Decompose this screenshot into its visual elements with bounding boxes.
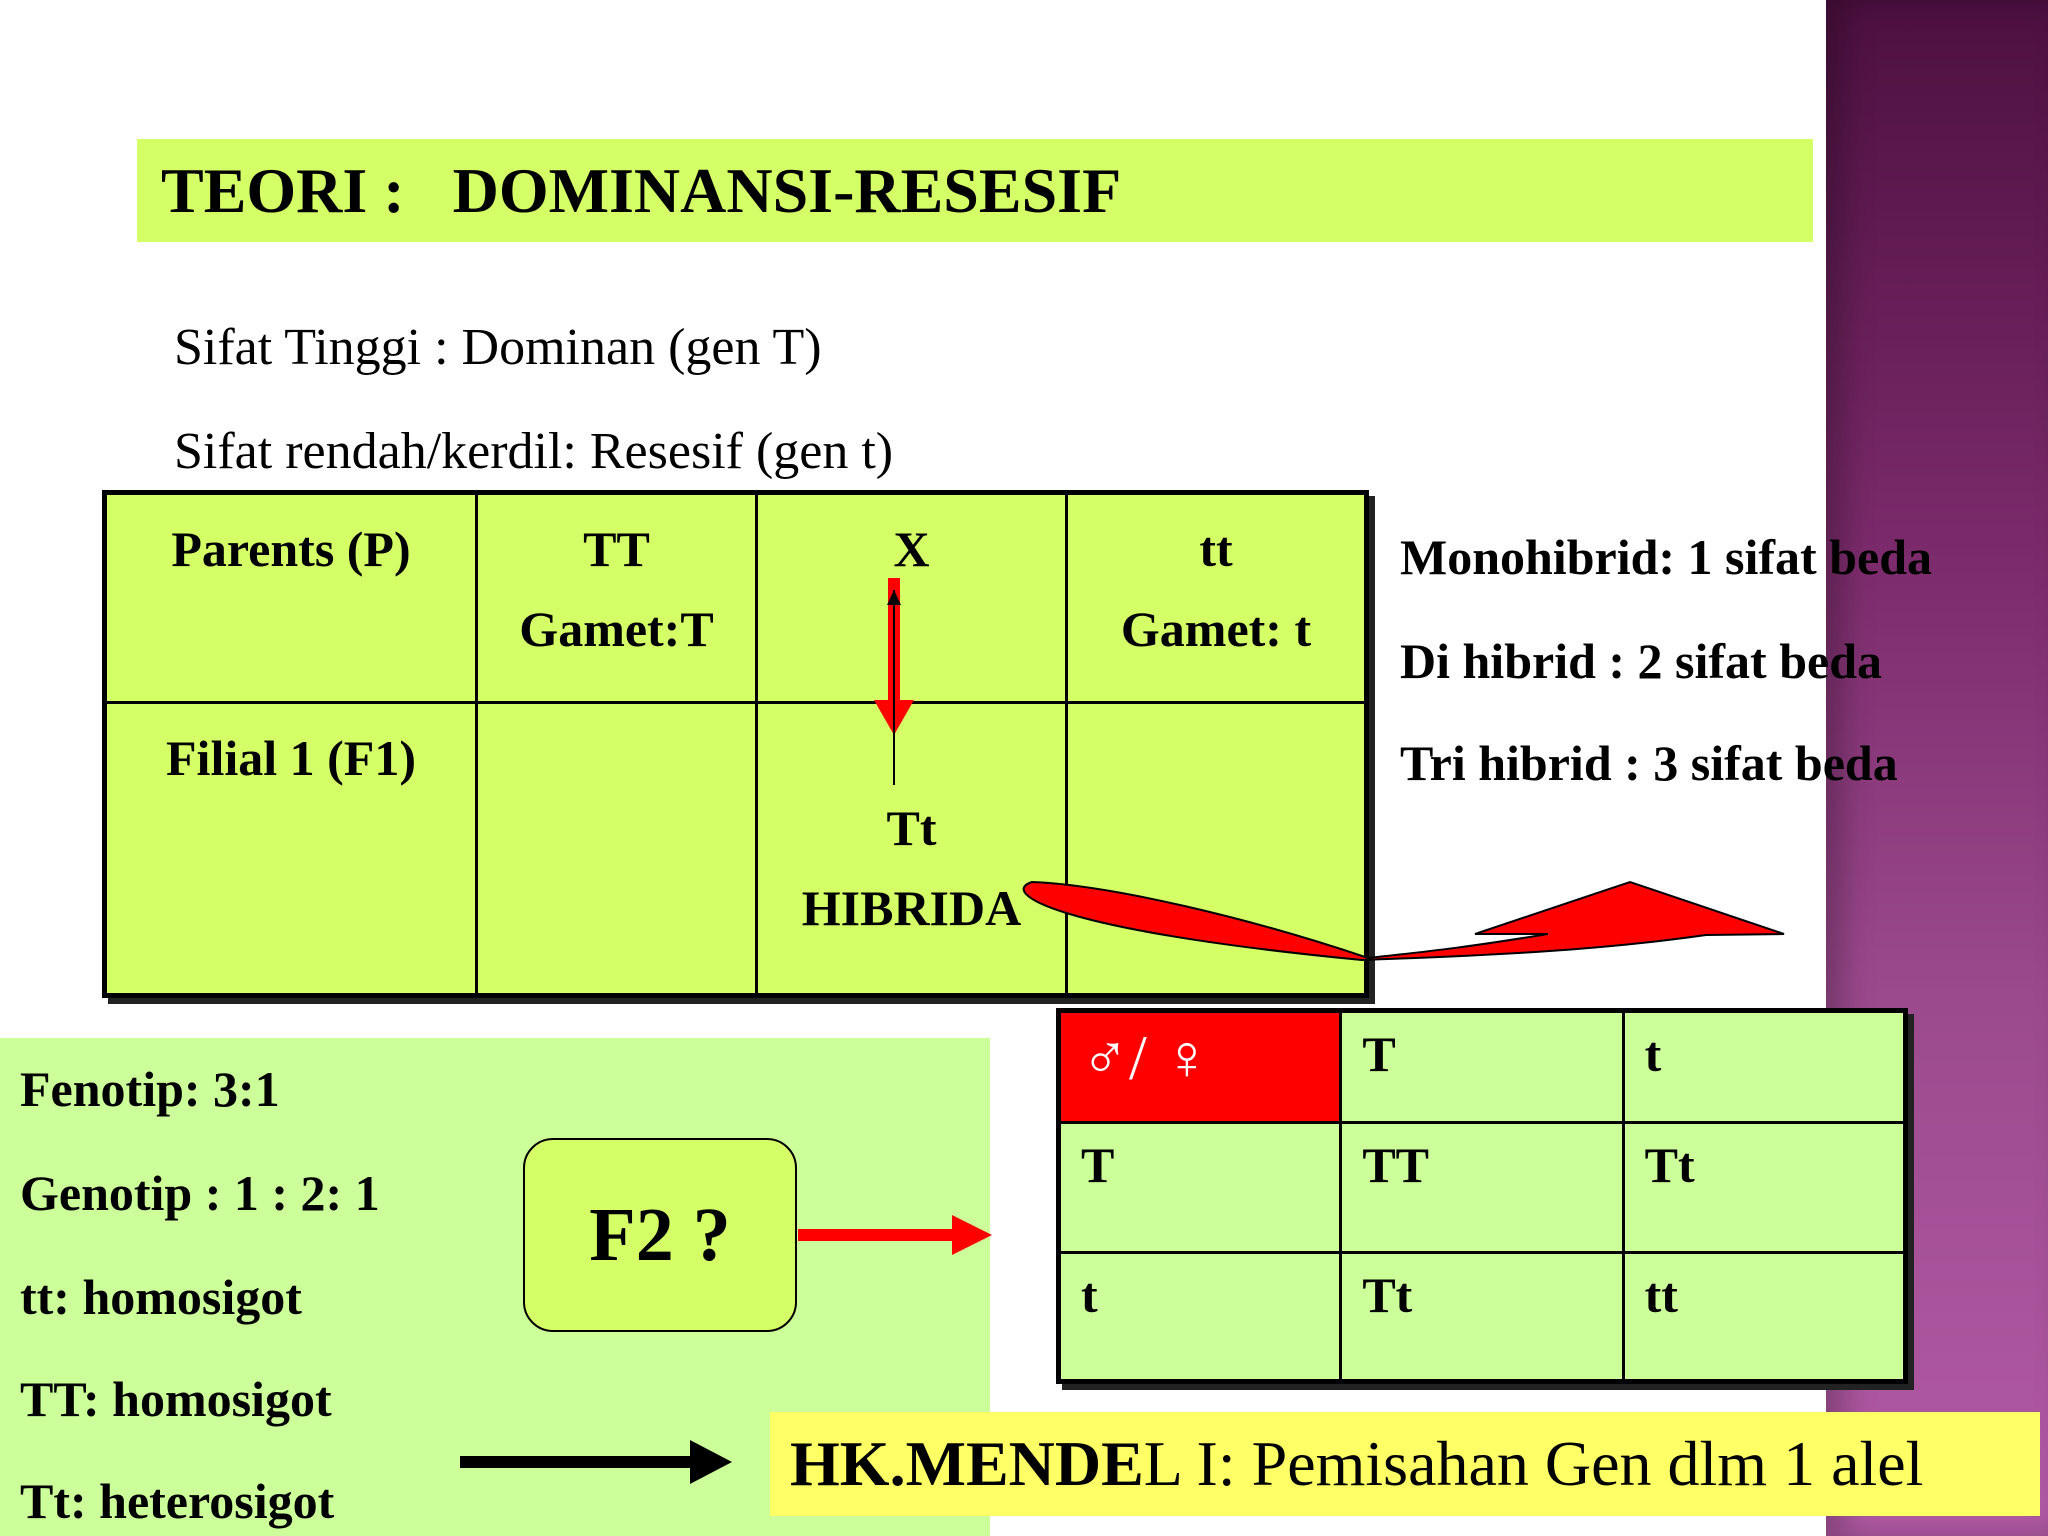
female-genotype: tt [1199, 521, 1233, 577]
homozygous-recessive: tt: homosigot [20, 1269, 302, 1325]
law-title-rest: L I: Pemisahan Gen dlm 1 alel [1143, 1428, 1924, 1499]
genotype-ratio: Genotip : 1 : 2: 1 [20, 1165, 380, 1221]
male-genotype: TT [583, 521, 650, 577]
f1-hybrid-label: HIBRIDA [801, 880, 1022, 936]
phenotype-ratio: Fenotip: 3:1 [20, 1061, 280, 1117]
punnett-row-header: T [1059, 1123, 1341, 1253]
cross-symbol: X [893, 521, 930, 577]
f1-genotype: Tt [886, 800, 937, 856]
trait-tall-description: Sifat Tinggi : Dominan (gen T) [174, 319, 822, 376]
punnett-col-header: t [1623, 1011, 1905, 1123]
punnett-cell: Tt [1341, 1253, 1623, 1382]
parents-label: Parents (P) [105, 493, 477, 703]
slide-title: TEORI : DOMINANSI-RESESIF [137, 139, 1813, 242]
punnett-cell: tt [1623, 1253, 1905, 1382]
down-arrow [874, 578, 914, 785]
trihybrid-text: Tri hibrid : 3 sifat beda [1400, 735, 1898, 791]
female-gamete: Gamet: t [1120, 601, 1312, 657]
monohybrid-text: Monohibrid: 1 sifat beda [1400, 529, 1933, 585]
f2-question-box: F2 ? [523, 1138, 797, 1332]
punnett-row-header: t [1059, 1253, 1341, 1382]
male-gamete: Gamet:T [519, 601, 714, 657]
curved-arrow [1024, 882, 1784, 960]
law-title-bold: HK.MENDE [790, 1428, 1144, 1499]
punnett-cell: Tt [1623, 1123, 1905, 1253]
f1-label: Filial 1 (F1) [105, 703, 477, 996]
sex-symbols-cell: ♂/ ♀ [1059, 1011, 1341, 1123]
punnett-cell: TT [1341, 1123, 1623, 1253]
trait-short-description: Sifat rendah/kerdil: Resesif (gen t) [174, 423, 894, 480]
law-arrow [460, 1440, 732, 1484]
homozygous-dominant: TT: homosigot [20, 1371, 332, 1427]
heterozygous: Tt: heterosigot [20, 1473, 335, 1529]
f2-arrow [798, 1215, 992, 1255]
dihybrid-text: Di hibrid : 2 sifat beda [1400, 633, 1883, 689]
punnett-col-header: T [1341, 1011, 1623, 1123]
